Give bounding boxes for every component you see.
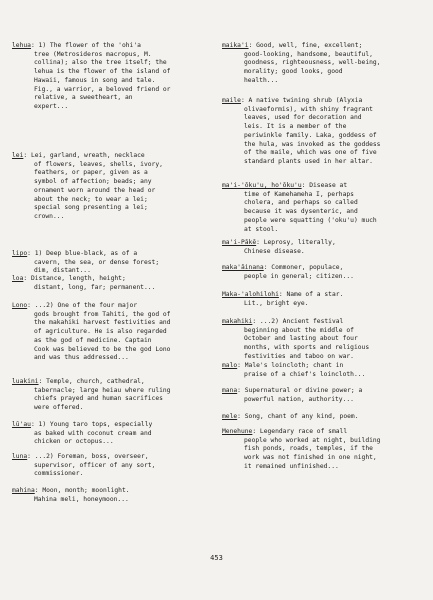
entry-headword: lehua [12,42,31,49]
entry-definition-line: months, with sports and religious [244,344,370,352]
entry-definition-line: relative, a sweetheart, an [34,94,133,102]
entry-first-line [12,250,208,259]
glossary-entry [222,387,426,404]
entry-definition-line: Mahina meli, honeymoon... [34,495,129,503]
glossary-entry [222,318,426,362]
glossary-entry [222,239,426,256]
glossary-entry [12,275,208,292]
entry-definition-start: : 1) Young taro tops, especially [30,421,153,428]
entry-definition-line: and was thus addressed... [34,354,129,362]
entry-first-line [222,413,426,422]
entry-definition-line: distant, long, far; permanent... [34,283,156,291]
entry-definition-start: : ...2) Foreman, boss, overseer, [27,453,149,460]
entry-definition-line: leaves, used for decoration and [244,114,362,122]
entry-definition-line: people were squatting ('oku'u) much [244,216,377,224]
entry-definition-line: people in general; citizen... [244,272,354,280]
entry-definition-start: : Disease at [301,182,348,189]
entry-definition-line: praise of a chief's loincloth... [244,370,366,378]
entry-headword: loa [12,275,24,282]
entry-definition-line: at stool. [244,225,279,233]
entry-definition-line: beginning about the middle of [244,326,354,334]
glossary-entry [12,152,208,222]
entry-definition-line: people who worked at night, building [244,436,381,444]
entry-definition-line: cholera, and perhaps so called [244,199,358,207]
entry-headword: Lono [12,302,28,309]
entry-definition-line: of the maile, which was one of five [244,149,377,157]
entry-definition-start: : Temple, church, cathedral, [38,378,145,385]
entry-headword: maile [222,97,241,104]
entry-definition-line: work was not finished in one night, [244,454,377,462]
entry-definition-start: : ...2) Ancient festival [252,318,344,325]
entry-definition-line: time of Kamehameha I, perhaps [244,190,354,198]
glossary-entry [222,182,426,234]
entry-definition-start: : Legendary race of small [252,428,348,435]
entry-definition-line: because it was dysenteric, and [244,208,358,216]
page-number: 453 [210,554,223,562]
entry-first-line [12,378,208,387]
entry-headword: maka'āinana [222,264,264,271]
entry-definition-line: the makahiki harvest festivities and [34,319,171,327]
entry-definition-start: : Lei, garland, wreath, necklace [23,152,145,159]
entry-definition-line: crown... [34,212,65,220]
entry-definition-line: tabernacle; large heiau where ruling [34,386,171,394]
entry-headword: luakini [12,378,39,385]
entry-definition-line: fish ponds, roads, temples, if the [244,445,373,453]
entry-headword: maika'i [222,42,249,49]
entry-first-line [222,264,426,273]
glossary-entry [222,362,426,379]
entry-first-line [222,42,426,51]
entry-first-line [12,453,208,462]
entry-definition-line: standard plants used in her altar. [244,157,373,165]
entry-definition-line: collina); also the tree itself; the [34,59,167,67]
entry-definition-start: : Male's loincloth; chant in [237,362,344,369]
glossary-entry [222,42,426,86]
entry-definition-line: Fig., a warrior, a beloved friend or [34,85,171,93]
entry-definition-line: tree (Metrosideros macropus, M. [34,50,152,58]
entry-definition-line: dim, distant... [34,267,91,275]
glossary-entry [222,264,426,281]
entry-first-line [222,428,426,437]
entry-headword: mana [222,387,238,394]
entry-definition-line: olivaeformis), with shiny fragrant [244,105,373,113]
glossary-entry [12,302,208,363]
entry-definition-start: : Commoner, populace, [263,264,344,271]
entry-definition-line: festivities and taboo on war. [244,352,354,360]
glossary-entry [222,428,426,472]
entry-definition-line: special song presenting a lei; [34,204,148,212]
entry-headword: Menehune [222,428,253,435]
entry-first-line [12,152,208,161]
entry-first-line [12,421,208,430]
entry-definition-line: lehua is the flower of the island of [34,68,171,76]
entry-definition-line: leis. It is a member of the [244,123,347,131]
glossary-entry [12,378,208,413]
entry-definition-line: cavern, the sea, or dense forest; [34,258,160,266]
entry-definition-line: Chinese disease. [244,247,305,255]
entry-definition-line: October and lasting about four [244,335,358,343]
entry-headword: makahiki [222,318,253,325]
entry-definition-start: : Supernatural or divine power; a [237,387,363,394]
entry-definition-line: morality; good looks, good [244,68,343,76]
entry-definition-line: it remained unfinished... [244,462,339,470]
entry-definition-line: goodness, righteousness, well-being, [244,59,381,67]
entry-headword: ma'i-'ōku'u, ho'ōku'u [222,182,302,189]
entry-headword: lei [12,152,24,159]
entry-definition-start: : Song, chant of any kind, poem. [237,413,359,420]
entry-definition-start: : Distance, length, height; [23,275,126,282]
entry-definition-line: chicken or octopus... [34,438,114,446]
glossary-entry [222,413,426,422]
glossary-entry [222,291,426,308]
entry-definition-line: of agriculture. He is also regarded [34,328,167,336]
entry-definition-line: Cook was believed to be the god Lono [34,345,171,353]
entry-definition-line: feathers, or paper, given as a [34,169,148,177]
entry-first-line [12,302,208,311]
entry-headword: Maka-'alohilohi [222,291,279,298]
entry-definition-start: : 1) The flower of the 'ohi'a [30,42,141,49]
entry-definition-start: : Moon, month; moonlight. [34,487,130,494]
entry-first-line [12,275,208,284]
entry-definition-start: : Leprosy, literally, [256,239,336,246]
glossary-entry [12,453,208,479]
entry-definition-line: health... [244,76,279,84]
entry-definition-line: good-looking, handsome, beautiful, [244,50,373,58]
entry-definition-line: the hula, was invoked as the goddess [244,140,381,148]
entry-first-line [222,387,426,396]
entry-first-line [222,97,426,106]
glossary-entry [12,487,208,504]
entry-definition-start: : A native twining shrub (Alyxia [240,97,363,104]
entry-first-line [12,487,208,496]
entry-definition-line: Hawaii, famous in song and tale. [34,76,156,84]
entry-first-line [222,318,426,327]
entry-first-line [222,239,426,248]
entry-definition-start: : Name of a star. [278,291,344,298]
entry-definition-line: gods brought from Tahiti, the god of [34,310,171,318]
entry-first-line [12,42,208,51]
entry-definition-start: : 1) Deep blue-black, as of a [27,250,138,257]
entry-definition-line: were offered. [34,404,84,412]
entry-definition-line: Lit., bright eye. [244,299,309,307]
entry-definition-line: of flowers, leaves, shells, ivory, [34,160,163,168]
entry-definition-start: : Good, well, fine, excellent; [248,42,363,49]
entry-first-line [222,291,426,300]
entry-definition-start: : ...2) One of the four major [27,302,138,309]
entry-definition-line: supervisor, officer of any sort, [34,461,156,469]
entry-headword: lū'au [12,421,31,428]
entry-definition-line: periwinkle family. Laka, goddess of [244,131,377,139]
entry-headword: ma'i-Pākē [222,239,257,246]
entry-first-line [222,362,426,371]
entry-definition-line: commissioner. [34,470,84,478]
entry-definition-line: ornament worn around the head or [34,186,156,194]
glossary-entry [222,97,426,167]
entry-definition-line: about the neck; to wear a lei; [34,195,148,203]
entry-headword: mahina [12,487,35,494]
entry-definition-line: symbol of affection; beads; any [34,178,152,186]
entry-headword: mele [222,413,238,420]
entry-definition-line: as the god of medicine. Captain [34,336,152,344]
entry-definition-line: expert... [34,102,69,110]
entry-first-line [222,182,426,191]
glossary-entry [12,421,208,447]
entry-definition-line: chiefs prayed and human sacrifices [34,395,163,403]
glossary-entry [12,42,208,112]
entry-definition-line: as baked with coconut cream and [34,429,152,437]
entry-definition-line: powerful nation, authority... [244,395,354,403]
glossary-entry [12,250,208,276]
entry-headword: luna [12,453,28,460]
entry-headword: malo [222,362,238,369]
entry-headword: lipo [12,250,28,257]
